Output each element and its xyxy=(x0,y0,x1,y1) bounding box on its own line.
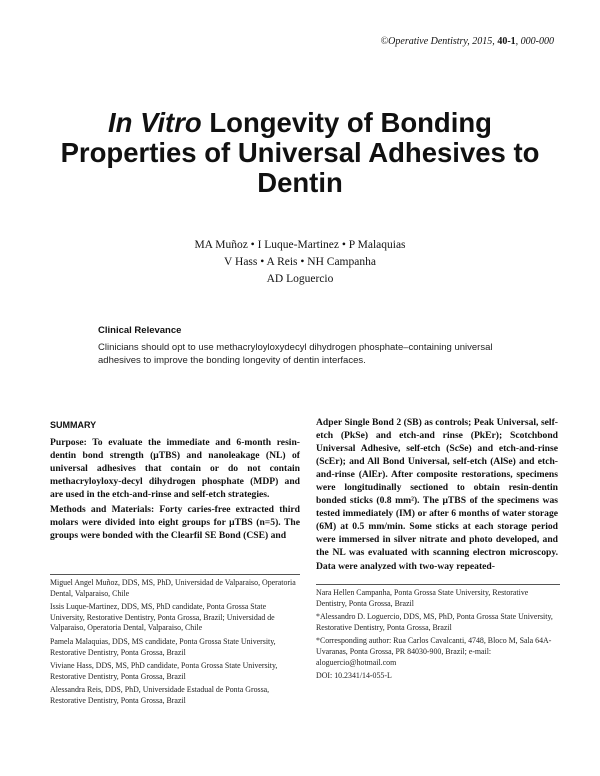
doi: DOI: 10.2341/14-055-L xyxy=(316,671,392,681)
corresponding-author: *Corresponding author: Rua Carlos Cavalcanti, 4748, Bloco M, Sala 64A-Uvaranas, Ponta Grossa, PR 84030-900, Brazil; e-mail: aloguercio@hotmail.com xyxy=(316,636,552,667)
left-affiliation-divider xyxy=(50,574,300,575)
affiliation: Viviane Hass, DDS, MS, PhD candidate, Ponta Grossa State University, Restorative Dentistry, Ponta Grossa, Brazil xyxy=(50,661,278,681)
right-affiliation-divider xyxy=(316,584,560,585)
article-title-italic: In Vitro xyxy=(108,107,202,138)
summary-left-column xyxy=(50,436,300,542)
authors-line-1: MA Muñoz • I Luque-Martinez • P Malaquias xyxy=(194,239,406,251)
summary-methods-right: Adper Single Bond 2 (SB) as controls; Peak Universal, self-etch (PkSe) and etch-and rinse (PkEr); Scotchbond Universal Adhesive, self-etch (ScSe) and etch-and-rinse (ScEr); and All Bond Universal, self-etch (AlSe) and etch-and-rinse (AlEr). After composite restorations, specimens were longitudinally sectioned to obtain resin-dentin bonded sticks (0.8 mm²). The μTBS of the specimens was tested immediately (IM) or after 6 months of water storage (6M) at 0.5 mm/min. Some sticks at each storage period were immersed in silver nitrate and photo developed, and the NL was evaluated with scanning electron microscopy. Data were analyzed with two-way repeated- xyxy=(316,417,558,572)
summary-purpose: Purpose: To evaluate the immediate and 6-month resin-dentin bond strength (μTBS) and nanoleakage (NL) of universal adhesives that contain or do not contain methacryloyloxy-decyl dihydrogen phosphate (MDP) and are used in the etch-and-rinse and self-etch strategies. xyxy=(50,437,300,501)
journal-copyright: ©Operative Dentistry, 2015, xyxy=(380,36,498,47)
summary-right-column xyxy=(316,416,558,573)
affiliation: Nara Hellen Campanha, Ponta Grossa State University, Restorative Dentistry, Ponta Grossa, Brazil xyxy=(316,588,529,608)
journal-header xyxy=(381,36,554,47)
article-title-rest: Longevity of Bonding Properties of Universal Adhesives to Dentin xyxy=(60,107,540,198)
authors-line-3: AD Loguercio xyxy=(266,273,334,285)
clinical-relevance-heading: Clinical Relevance xyxy=(98,325,182,336)
affiliations-right xyxy=(316,588,560,685)
journal-pages: , 000-000 xyxy=(515,36,554,47)
journal-volume: 40-1 xyxy=(497,36,516,47)
summary-methods-left: Methods and Materials: Forty caries-free extracted third molars were divided into eight groups for μTBS (n=5). The groups were bonded with the Clearfil SE Bond (CSE) and xyxy=(50,504,300,542)
affiliation: Pamela Malaquias, DDS, MS candidate, Ponta Grossa State University, Restorative Dentistry, Ponta Grossa, Brazil xyxy=(50,636,276,657)
affiliation: *Alessandro D. Loguercio, DDS, MS, PhD, Ponta Grossa State University, Restorative Dentistry, Ponta Grossa, Brazil xyxy=(316,612,553,632)
affiliation: Issis Luque-Martinez, DDS, MS, PhD candidate, Ponta Grossa State University, Restorative Dentistry, Ponta Grossa, Brazil; Universidad de Valparaiso, Operatoria Dental, Valparaiso, Chile xyxy=(50,602,275,633)
affiliation: Miguel Angel Muñoz, DDS, MS, PhD, Universidad de Valparaiso, Operatoria Dental, Valparaiso, Chile xyxy=(50,578,296,598)
authors-line-2: V Hass • A Reis • NH Campanha xyxy=(224,256,376,268)
article-title xyxy=(40,108,560,198)
summary-heading: SUMMARY xyxy=(50,420,97,430)
affiliation: Alessandra Reis, DDS, PhD, Universidade Estadual de Ponta Grossa, Restorative Dentistry, Ponta Grossa, Brazil xyxy=(50,685,270,705)
author-list xyxy=(60,237,540,288)
clinical-relevance-text: Clinicians should opt to use methacryloyloxydecyl dihydrogen phosphate–containing universal adhesives to improve the bonding longevity of dentin interfaces. xyxy=(98,342,493,366)
affiliations-left xyxy=(50,578,300,710)
